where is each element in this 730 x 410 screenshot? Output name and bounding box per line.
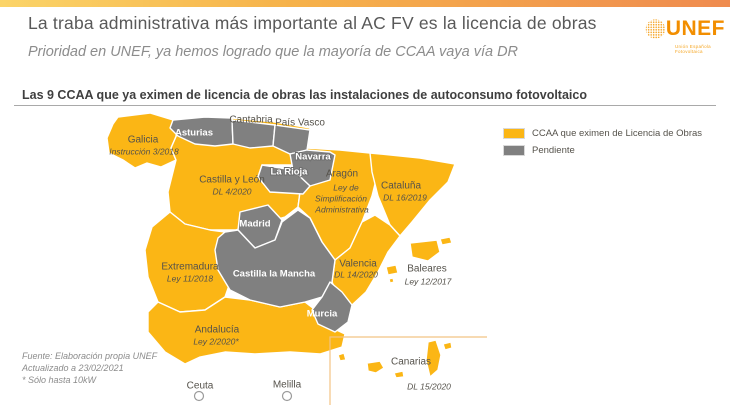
label-murcia: Murcia [306, 308, 338, 320]
legend-swatch-pending [503, 145, 525, 156]
footnote-line-asterisk: * Sólo hasta 10kW [22, 375, 97, 385]
region-canarias-i3 [394, 371, 404, 378]
label-castilla-la-mancha: Castilla la Mancha [232, 268, 316, 280]
canarias-inset-box [330, 337, 487, 405]
melilla-dot [283, 392, 292, 401]
region-baleares-ibiza [386, 265, 398, 275]
label-aragon-law-1: Ley de [333, 182, 359, 193]
label-la-rioja: La Rioja [270, 166, 308, 178]
ceuta-dot [195, 392, 204, 401]
region-canarias-i2 [367, 361, 384, 373]
label-ceuta: Ceuta [186, 380, 214, 392]
unef-logo [645, 15, 725, 61]
map-legend [503, 128, 702, 162]
label-galicia-law: Instrucción 3/2018 [109, 146, 179, 157]
label-cataluna-law: DL 16/2019 [383, 192, 427, 203]
label-extremadura: Extremadura [161, 261, 219, 273]
label-cataluna: Cataluña [380, 180, 422, 192]
label-pais-vasco: País Vasco [275, 117, 325, 129]
footnote-line-updated: Actualizado a 23/02/2021 [22, 363, 124, 373]
section-heading: Las 9 CCAA que ya eximen de licencia de obras las instalaciones de autoconsumo fotovoltaico [22, 88, 587, 102]
legend-label-exempt: CCAA que eximen de Licencia de Obras [532, 128, 703, 139]
label-galicia: Galicia [127, 134, 159, 146]
region-baleares-mallorca [410, 240, 440, 261]
label-aragon: Aragón [325, 168, 359, 180]
label-extremadura-law: Ley 11/2018 [166, 273, 214, 284]
legend-item-exempt [503, 128, 702, 139]
label-baleares: Baleares [407, 263, 447, 275]
source-footnote [22, 350, 157, 386]
page-subtitle: Prioridad en UNEF, ya hemos logrado que la mayoría de CCAA vaya vía DR [28, 44, 519, 60]
label-cantabria: Cantabria [229, 114, 273, 126]
label-madrid: Madrid [239, 218, 271, 230]
page-title: La traba administrativa más importante al AC FV es la licencia de obras [28, 13, 597, 33]
label-canarias-law: DL 15/2020 [407, 381, 451, 392]
region-canarias-i5 [443, 342, 452, 350]
label-andalucia: Andalucía [194, 324, 240, 336]
label-navarra: Navarra [295, 151, 331, 163]
legend-item-pending [503, 145, 702, 156]
label-valencia-law: DL 14/2020 [334, 269, 378, 280]
label-andalucia-law: Ley 2/2020* [193, 336, 239, 347]
label-castilla-leon: Castilla y León [199, 174, 265, 186]
region-canarias-i1 [338, 353, 346, 361]
footnote-line-source: Fuente: Elaboración propia UNEF [22, 351, 158, 361]
label-canarias: Canarias [390, 356, 432, 368]
label-castilla-leon-law: DL 4/2020 [212, 186, 252, 197]
label-valencia: Valencia [339, 258, 377, 270]
label-baleares-law: Ley 12/2017 [404, 276, 452, 287]
section-divider [14, 105, 716, 106]
region-baleares-islet [389, 278, 394, 283]
unef-globe-icon [645, 15, 666, 43]
legend-label-pending: Pendiente [532, 145, 575, 156]
label-aragon-law-2: Simplificación [315, 193, 367, 204]
label-asturias: Asturias [174, 127, 214, 139]
region-baleares-menorca [440, 237, 452, 245]
label-aragon-law-3: Administrativa [315, 204, 369, 215]
label-melilla: Melilla [272, 379, 302, 391]
legend-swatch-exempt [503, 128, 525, 139]
logo-wordmark: UNEF [665, 17, 725, 40]
logo-tagline: Unión Española Fotovoltaica [675, 44, 711, 54]
top-accent-bar [0, 0, 730, 7]
